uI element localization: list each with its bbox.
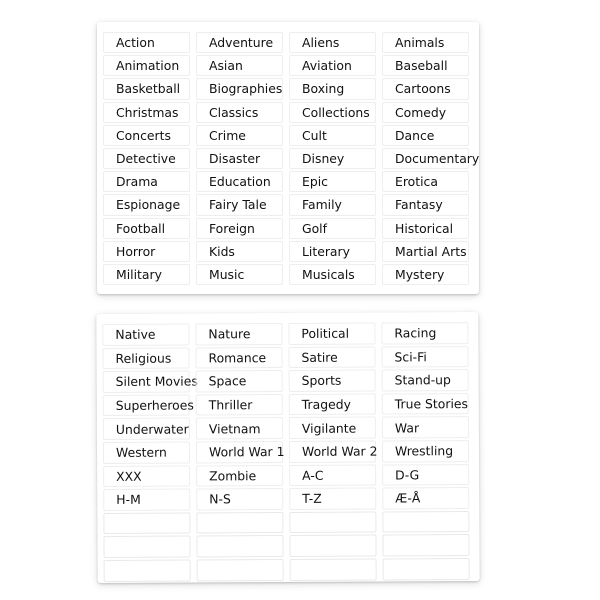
genre-label: T-Z bbox=[289, 488, 376, 510]
genre-label: Space bbox=[196, 370, 283, 392]
genre-label: Cartoons bbox=[382, 78, 469, 99]
label-sheet-top bbox=[97, 22, 479, 294]
blank-label bbox=[383, 558, 470, 580]
genre-label: Concerts bbox=[103, 125, 190, 146]
genre-label: Epic bbox=[289, 171, 376, 192]
genre-label: Disney bbox=[289, 148, 376, 169]
genre-label: Baseball bbox=[382, 55, 469, 76]
genre-label: Historical bbox=[382, 218, 469, 239]
genre-label: Native bbox=[102, 324, 189, 346]
genre-label: Basketball bbox=[103, 78, 190, 99]
blank-label bbox=[104, 559, 191, 581]
genre-label: Drama bbox=[103, 171, 190, 192]
blank-label bbox=[196, 512, 283, 534]
genre-label: Family bbox=[289, 194, 376, 215]
label-sheet-bottom bbox=[96, 312, 479, 583]
genre-label: Literary bbox=[289, 241, 376, 262]
genre-label: Tragedy bbox=[289, 393, 376, 415]
genre-label: Sci-Fi bbox=[381, 346, 468, 368]
genre-label: Mystery bbox=[382, 264, 469, 285]
genre-label: Disaster bbox=[196, 148, 283, 169]
genre-label: Martial Arts bbox=[382, 241, 469, 262]
blank-label bbox=[382, 534, 469, 556]
blank-label bbox=[382, 511, 469, 533]
genre-label: Vigilante bbox=[289, 417, 376, 439]
genre-label: Religious bbox=[102, 347, 189, 369]
blank-label bbox=[289, 535, 376, 557]
genre-label: Documentary bbox=[382, 148, 469, 169]
blank-label bbox=[289, 511, 376, 533]
genre-label: Adventure bbox=[196, 32, 283, 53]
genre-label: Golf bbox=[289, 218, 376, 239]
genre-label: Crime bbox=[196, 125, 283, 146]
label-grid-top bbox=[103, 31, 480, 286]
genre-label: XXX bbox=[103, 465, 190, 487]
genre-label: Fairy Tale bbox=[196, 194, 283, 215]
genre-label: A-C bbox=[289, 464, 376, 486]
genre-label: Underwater bbox=[103, 418, 190, 440]
genre-label: Superheroes bbox=[103, 394, 190, 416]
genre-label: Animation bbox=[103, 55, 190, 76]
label-grid-bottom bbox=[102, 321, 469, 582]
genre-label: Wrestling bbox=[382, 440, 469, 462]
genre-label: Music bbox=[196, 264, 283, 285]
genre-label: Vietnam bbox=[196, 417, 283, 439]
genre-label: World War 1 bbox=[196, 441, 283, 463]
genre-label: Nature bbox=[195, 323, 282, 345]
genre-label: Racing bbox=[381, 322, 468, 344]
genre-label: Stand-up bbox=[382, 369, 469, 391]
genre-label: Detective bbox=[103, 148, 190, 169]
genre-label: Education bbox=[196, 171, 283, 192]
genre-label: N-S bbox=[196, 488, 283, 510]
blank-label bbox=[196, 535, 283, 557]
genre-label: Action bbox=[103, 32, 190, 53]
genre-label: Biographies bbox=[196, 78, 283, 99]
genre-label: Dance bbox=[382, 125, 469, 146]
genre-label: Military bbox=[103, 264, 190, 285]
genre-label: Zombie bbox=[196, 465, 283, 487]
genre-label: Sports bbox=[289, 370, 376, 392]
genre-label: Æ-Å bbox=[382, 487, 469, 509]
genre-label: Musicals bbox=[289, 264, 376, 285]
genre-label: Kids bbox=[196, 241, 283, 262]
genre-label: Football bbox=[103, 218, 190, 239]
genre-label: True Stories bbox=[382, 393, 469, 415]
genre-label: Horror bbox=[103, 241, 190, 262]
genre-label: War bbox=[382, 416, 469, 438]
blank-label bbox=[197, 559, 284, 581]
genre-label: Romance bbox=[195, 347, 282, 369]
genre-label: Cult bbox=[289, 125, 376, 146]
genre-label: Collections bbox=[289, 102, 376, 123]
genre-label: Aviation bbox=[289, 55, 376, 76]
blank-label bbox=[290, 558, 377, 580]
genre-label: Comedy bbox=[382, 102, 469, 123]
blank-label bbox=[103, 536, 190, 558]
blank-label bbox=[103, 512, 190, 534]
genre-label: Western bbox=[103, 441, 190, 463]
genre-label: Espionage bbox=[103, 194, 190, 215]
genre-label: D-G bbox=[382, 464, 469, 486]
genre-label: Silent Movies bbox=[103, 371, 190, 393]
genre-label: Political bbox=[288, 323, 375, 345]
genre-label: Christmas bbox=[103, 102, 190, 123]
genre-label: World War 2 bbox=[289, 441, 376, 463]
genre-label: H-M bbox=[103, 489, 190, 511]
genre-label: Asian bbox=[196, 55, 283, 76]
genre-label: Classics bbox=[196, 102, 283, 123]
genre-label: Aliens bbox=[289, 32, 376, 53]
genre-label: Boxing bbox=[289, 78, 376, 99]
genre-label: Foreign bbox=[196, 218, 283, 239]
genre-label: Fantasy bbox=[382, 194, 469, 215]
genre-label: Thriller bbox=[196, 394, 283, 416]
genre-label: Animals bbox=[382, 32, 469, 53]
genre-label: Satire bbox=[288, 346, 375, 368]
genre-label: Erotica bbox=[382, 171, 469, 192]
